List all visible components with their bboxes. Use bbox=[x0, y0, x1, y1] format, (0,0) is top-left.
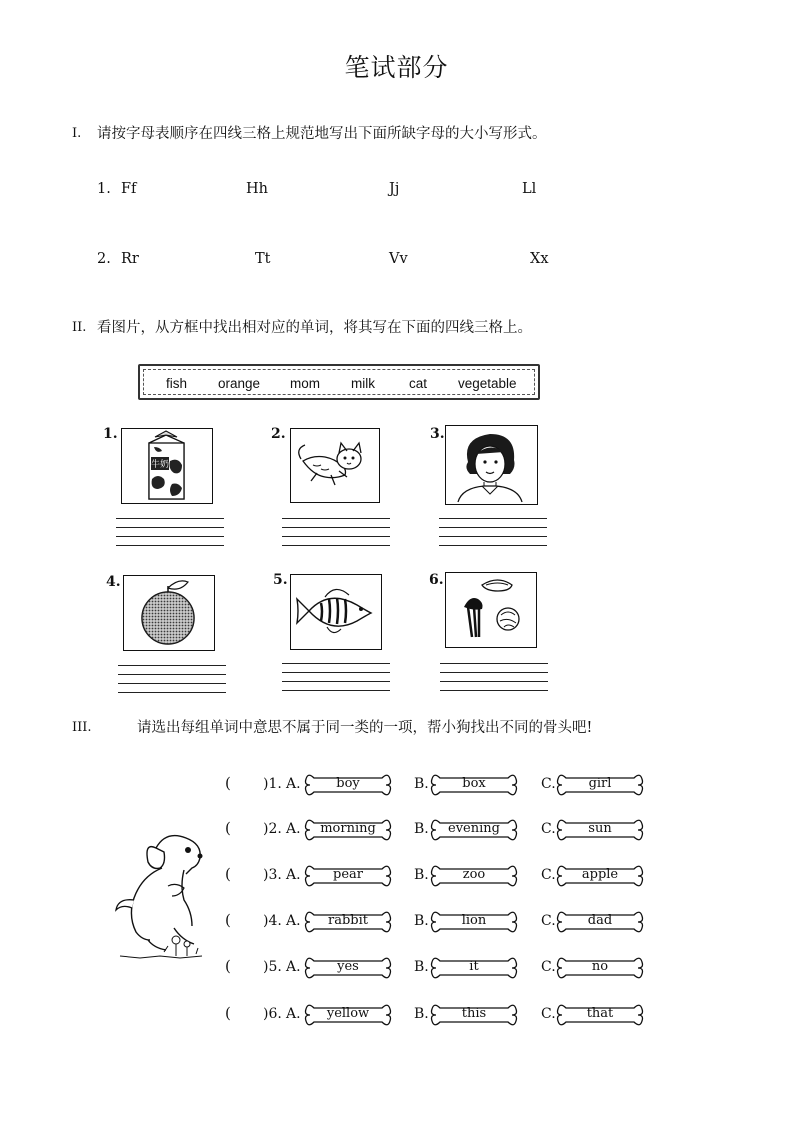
question-number: )1. bbox=[263, 776, 282, 792]
answer-paren[interactable]: ( bbox=[225, 774, 231, 792]
row-2-number: 2. bbox=[97, 251, 111, 267]
bone-word: evening bbox=[448, 821, 500, 836]
bone-word: it bbox=[469, 959, 479, 974]
option-b-letter: B. bbox=[414, 821, 429, 837]
bone-word: sun bbox=[588, 821, 612, 836]
word-bank-word: milk bbox=[351, 376, 375, 391]
row-1-number: 1. bbox=[97, 181, 111, 197]
letter-pair: Vv bbox=[389, 251, 408, 267]
bone-word: yes bbox=[337, 959, 359, 974]
option-a-letter: A. bbox=[286, 913, 301, 929]
option-b-letter: B. bbox=[414, 959, 429, 975]
letter-pair: Tt bbox=[255, 251, 271, 267]
bone-word: morning bbox=[320, 821, 376, 836]
page-title: 笔试部分 bbox=[344, 53, 449, 82]
answer-paren[interactable]: ( bbox=[225, 957, 231, 975]
bone-option-b[interactable] bbox=[430, 861, 518, 891]
option-b-letter: B. bbox=[414, 867, 429, 883]
letter-pair: Ll bbox=[522, 181, 537, 197]
answer-paren[interactable]: ( bbox=[225, 911, 231, 929]
picture-number: 1. bbox=[103, 426, 118, 442]
bone-option-a[interactable] bbox=[304, 815, 392, 845]
section-2-number: II. bbox=[72, 320, 87, 335]
letter-pair: Xx bbox=[530, 251, 549, 267]
milk-carton-label: 牛奶 bbox=[150, 460, 170, 470]
question-number: )5. bbox=[263, 959, 282, 975]
writing-lines bbox=[440, 663, 548, 695]
picture-number: 6. bbox=[429, 572, 444, 588]
bone-option-a[interactable] bbox=[304, 953, 392, 983]
bone-option-a[interactable] bbox=[304, 907, 392, 937]
letter-pair: Hh bbox=[246, 181, 268, 197]
bone-option-b[interactable] bbox=[430, 1000, 518, 1030]
section-2-instruction: 看图片，从方框中找出相对应的单词，将其写在下面的四线三格上。 bbox=[97, 320, 532, 336]
section-1-number: I. bbox=[72, 126, 82, 141]
woman-picture bbox=[445, 425, 538, 505]
answer-paren[interactable]: ( bbox=[225, 819, 231, 837]
option-b-letter: B. bbox=[414, 1006, 429, 1022]
writing-lines bbox=[282, 663, 390, 695]
bone-word: zoo bbox=[462, 867, 486, 882]
bone-word: no bbox=[591, 959, 609, 974]
answer-paren[interactable]: ( bbox=[225, 1004, 231, 1022]
bone-option-c[interactable] bbox=[556, 815, 644, 845]
option-c-letter: C. bbox=[541, 913, 556, 929]
writing-lines bbox=[282, 518, 390, 550]
picture-number: 5. bbox=[273, 572, 288, 588]
option-c-letter: C. bbox=[541, 776, 556, 792]
writing-lines bbox=[439, 518, 547, 550]
option-c-letter: C. bbox=[541, 821, 556, 837]
orange-picture bbox=[123, 575, 215, 651]
word-bank-word: vegetable bbox=[458, 376, 517, 391]
word-bank-word: cat bbox=[409, 376, 428, 391]
word-bank-word: mom bbox=[290, 376, 320, 391]
picture-number: 3. bbox=[430, 426, 445, 442]
section-1-instruction: 请按字母表顺序在四线三格上规范地写出下面所缺字母的大小写形式。 bbox=[97, 126, 547, 142]
question-number: )6. bbox=[263, 1006, 282, 1022]
option-b-letter: B. bbox=[414, 913, 429, 929]
letter-pair: Jj bbox=[389, 181, 400, 197]
option-a-letter: A. bbox=[286, 821, 301, 837]
bone-word: pear bbox=[333, 867, 363, 882]
section-3-instruction: 请选出每组单词中意思不属于同一类的一项，帮小狗找出不同的骨头吧! bbox=[137, 720, 593, 736]
word-bank-word: orange bbox=[218, 376, 261, 391]
word-bank-word: fish bbox=[166, 376, 188, 391]
bone-option-b[interactable] bbox=[430, 907, 518, 937]
bone-option-c[interactable] bbox=[556, 770, 644, 800]
option-a-letter: A. bbox=[286, 1006, 301, 1022]
letter-pair: Ff bbox=[121, 181, 137, 197]
option-c-letter: C. bbox=[541, 867, 556, 883]
answer-paren[interactable]: ( bbox=[225, 865, 231, 883]
fish-picture bbox=[290, 574, 382, 650]
option-c-letter: C. bbox=[541, 1006, 556, 1022]
word-bank-box bbox=[138, 364, 540, 400]
bone-word: girl bbox=[588, 776, 612, 791]
question-number: )3. bbox=[263, 867, 282, 883]
bone-word: that bbox=[586, 1006, 614, 1021]
bone-option-c[interactable] bbox=[556, 907, 644, 937]
cat-picture bbox=[290, 428, 380, 503]
bone-option-a[interactable] bbox=[304, 861, 392, 891]
writing-lines bbox=[118, 665, 226, 697]
bone-option-c[interactable] bbox=[556, 861, 644, 891]
bone-word: apple bbox=[581, 867, 619, 882]
milk-carton-picture bbox=[121, 428, 213, 504]
bone-word: rabbit bbox=[328, 913, 368, 928]
bone-option-a[interactable] bbox=[304, 1000, 392, 1030]
bone-option-b[interactable] bbox=[430, 953, 518, 983]
picture-number: 2. bbox=[271, 426, 286, 442]
picture-number: 4. bbox=[106, 574, 121, 590]
bone-word: boy bbox=[336, 776, 360, 791]
puppy-illustration bbox=[112, 828, 210, 962]
writing-lines bbox=[116, 518, 224, 550]
bone-word: this bbox=[461, 1006, 487, 1021]
question-number: )2. bbox=[263, 821, 282, 837]
bone-option-c[interactable] bbox=[556, 1000, 644, 1030]
option-a-letter: A. bbox=[286, 959, 301, 975]
bone-word: dad bbox=[587, 913, 613, 928]
bone-word: yellow bbox=[326, 1006, 370, 1021]
option-b-letter: B. bbox=[414, 776, 429, 792]
bone-option-b[interactable] bbox=[430, 770, 518, 800]
bone-option-b[interactable] bbox=[430, 815, 518, 845]
bone-option-a[interactable] bbox=[304, 770, 392, 800]
bone-option-c[interactable] bbox=[556, 953, 644, 983]
letter-pair: Rr bbox=[121, 251, 139, 267]
question-number: )4. bbox=[263, 913, 282, 929]
bone-word: lion bbox=[461, 913, 487, 928]
bone-word: box bbox=[462, 776, 486, 791]
option-a-letter: A. bbox=[286, 867, 301, 883]
vegetables-picture bbox=[445, 572, 537, 648]
option-a-letter: A. bbox=[286, 776, 301, 792]
section-3-number: III. bbox=[72, 720, 92, 735]
option-c-letter: C. bbox=[541, 959, 556, 975]
